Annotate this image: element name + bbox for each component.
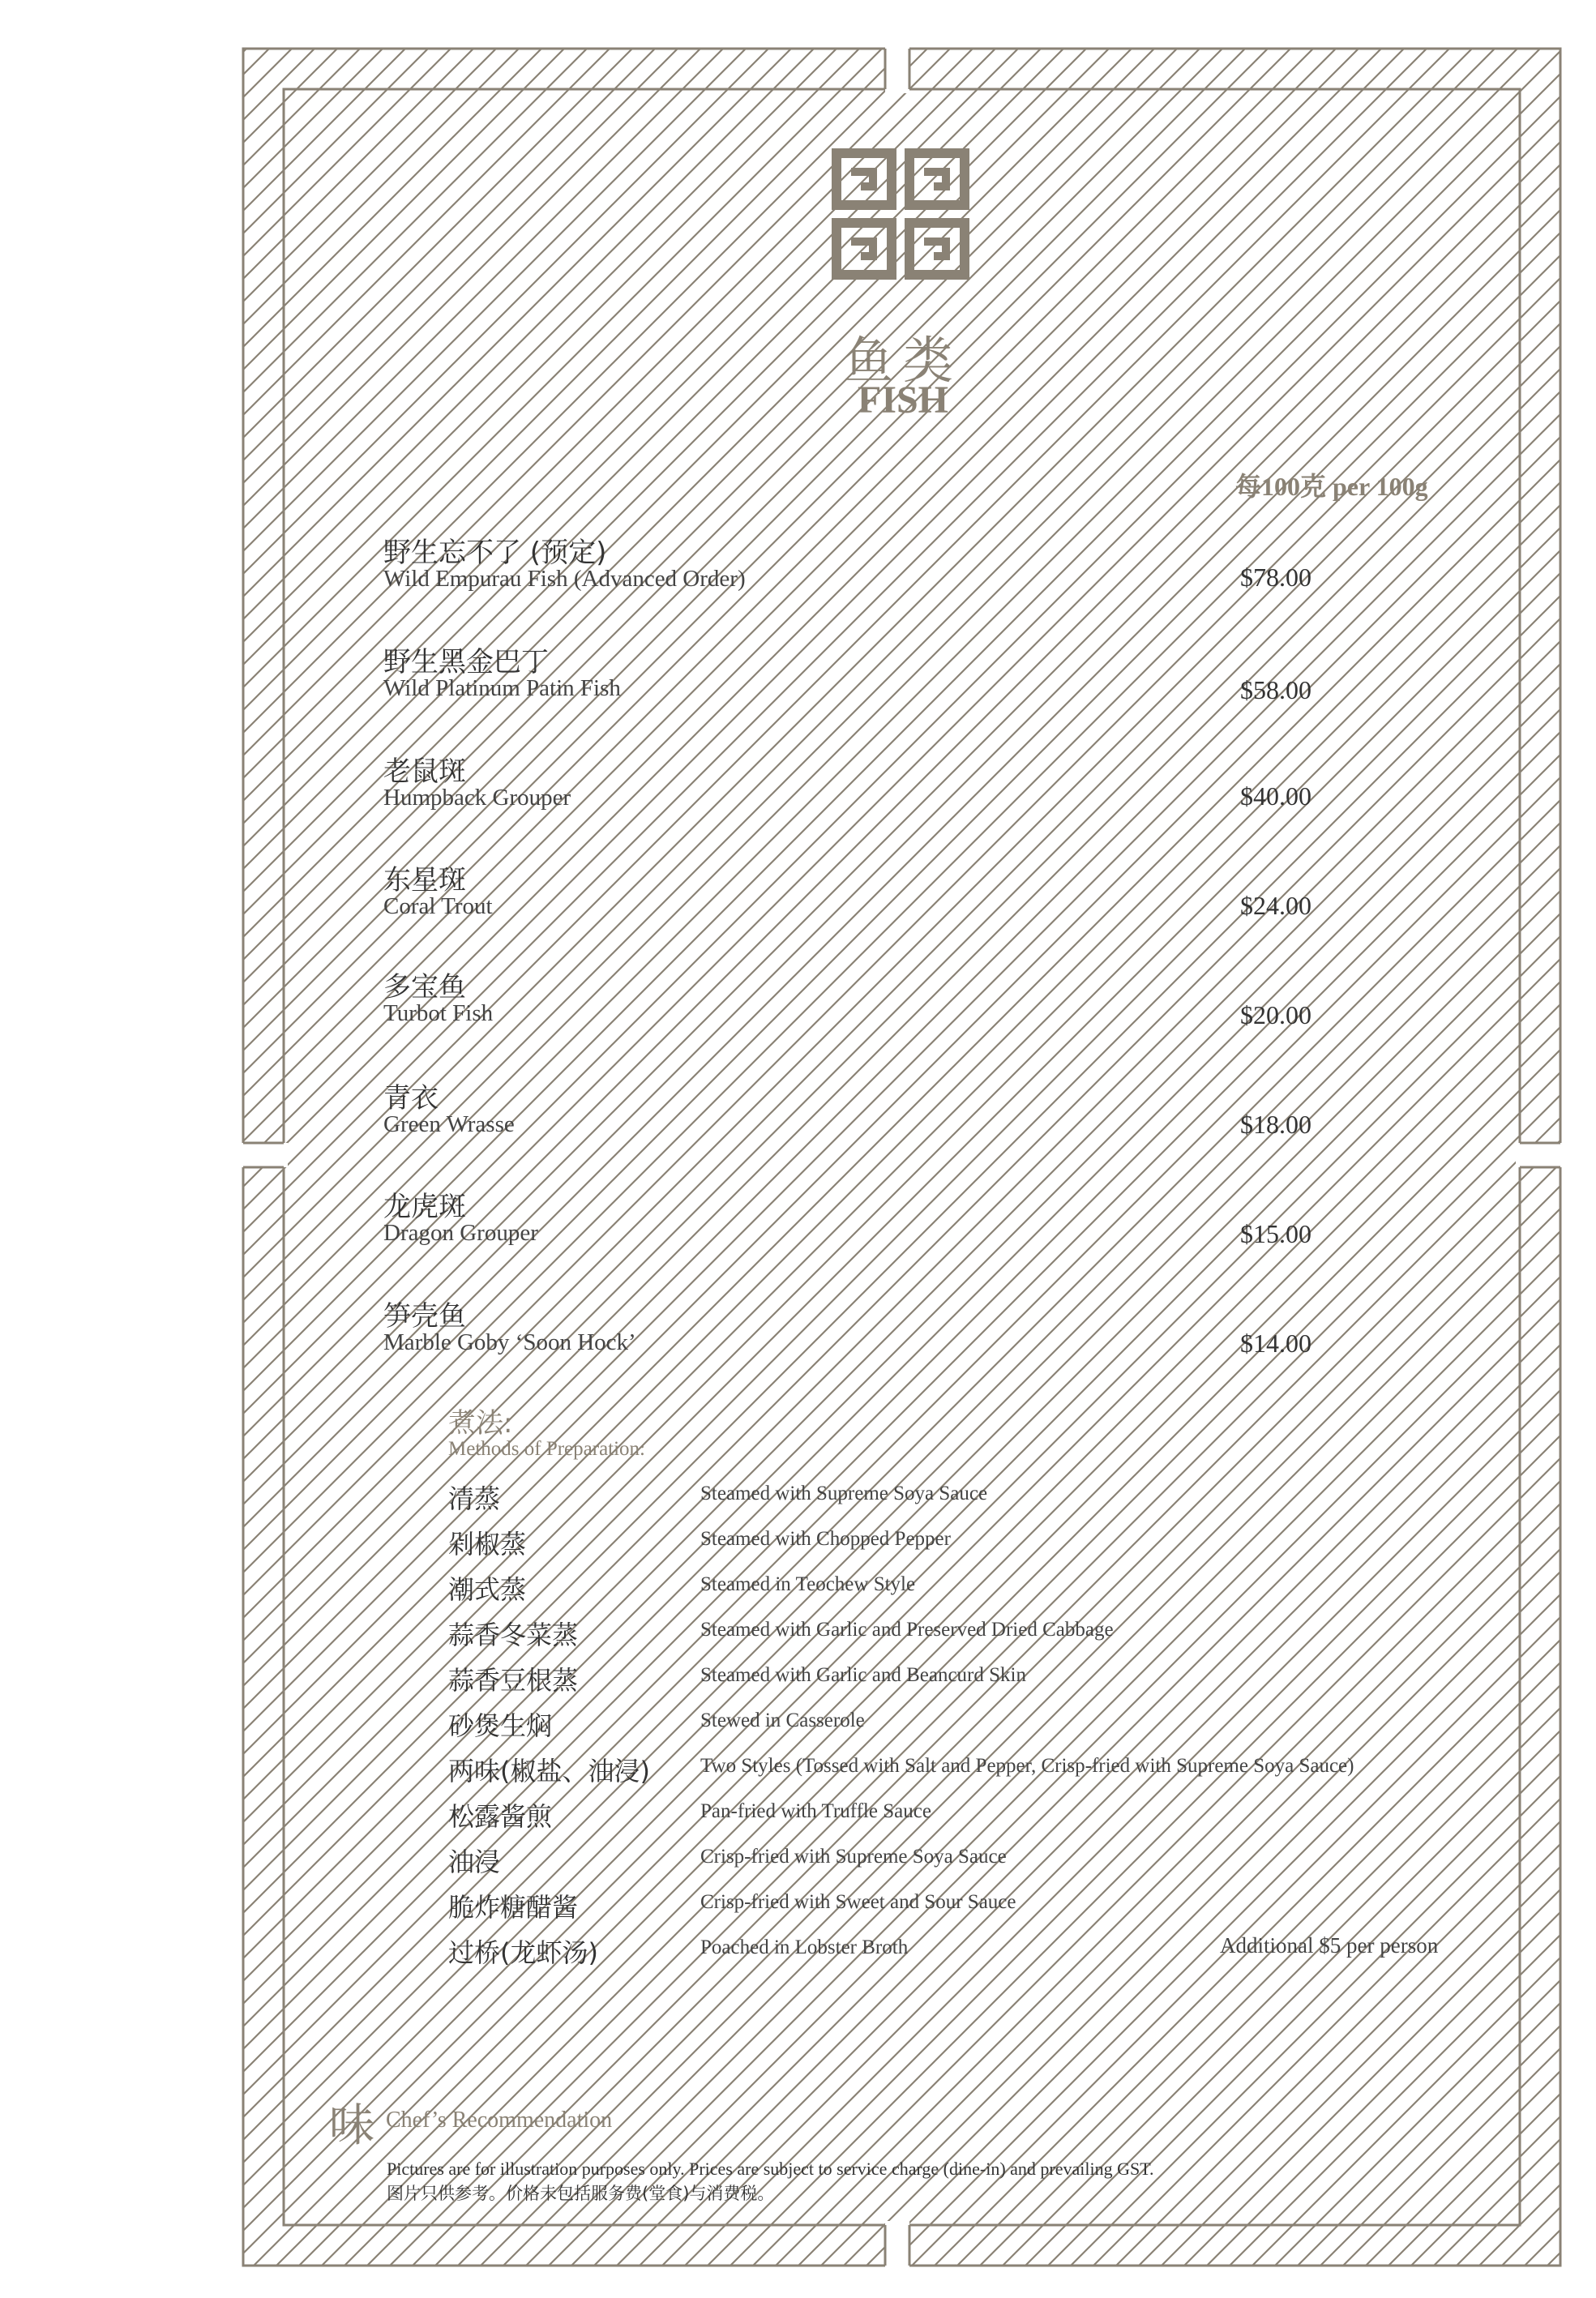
method-name-en: Stewed in Casserole bbox=[700, 1710, 865, 1731]
method-name-cn: 蒜香豆根蒸 bbox=[448, 1665, 579, 1696]
menu-item-price: $15.00 bbox=[1240, 1219, 1311, 1248]
menu-item-price: $18.00 bbox=[1240, 1110, 1311, 1139]
chef-recommendation-label: Chef’s Recommendation bbox=[386, 2108, 613, 2133]
method-name-en: Steamed with Garlic and Beancurd Skin bbox=[700, 1664, 1026, 1686]
section-title-cn: 鱼类 bbox=[842, 331, 963, 390]
menu-item-name-cn: 多宝鱼 bbox=[383, 971, 466, 1004]
method-name-en: Crisp-fried with Sweet and Sour Sauce bbox=[700, 1891, 1016, 1913]
method-name-en: Steamed with Garlic and Preserved Dried Cabbage bbox=[700, 1619, 1114, 1641]
method-name-en: Poached in Lobster Broth bbox=[700, 1936, 909, 1958]
method-name-cn: 砂煲生焖 bbox=[448, 1710, 553, 1741]
method-name-cn: 脆炸糖醋酱 bbox=[448, 1892, 579, 1923]
method-name-cn: 松露酱煎 bbox=[448, 1801, 553, 1832]
method-name-cn: 过桥(龙虾汤) bbox=[448, 1937, 598, 1968]
methods-title-en: Methods of Preparation: bbox=[448, 1438, 646, 1460]
chef-recommendation-icon: 味 bbox=[329, 2099, 374, 2152]
menu-item-name-cn: 青衣 bbox=[383, 1082, 439, 1115]
menu-item-name-en: Wild Platinum Patin Fish bbox=[383, 675, 621, 701]
menu-item-price: $58.00 bbox=[1240, 675, 1311, 704]
method-name-cn: 蒜香冬菜蒸 bbox=[448, 1620, 579, 1650]
menu-item-name-cn: 野生黑金巴丁 bbox=[383, 646, 549, 678]
menu-item-name-en: Coral Trout bbox=[383, 893, 493, 919]
menu-item-name-cn: 龙虎斑 bbox=[383, 1191, 466, 1223]
method-name-en: Two Styles (Tossed with Salt and Pepper, Crisp-fried with Supreme Soya Sauce) bbox=[700, 1755, 1354, 1777]
section-title-en: FISH bbox=[857, 379, 949, 422]
menu-item-name-en: Humpback Grouper bbox=[383, 785, 571, 811]
menu-item-name-en: Green Wrasse bbox=[383, 1111, 515, 1137]
menu-item-name-cn: 东星斑 bbox=[383, 864, 466, 897]
restaurant-logo-icon bbox=[832, 148, 969, 280]
method-name-cn: 潮式蒸 bbox=[448, 1574, 527, 1605]
menu-item-price: $24.00 bbox=[1240, 891, 1311, 920]
method-name-cn: 两味(椒盐、油浸) bbox=[448, 1756, 650, 1787]
method-name-en: Pan-fried with Truffle Sauce bbox=[700, 1800, 931, 1822]
menu-item-name-cn: 笋壳鱼 bbox=[383, 1300, 466, 1333]
method-name-en: Crisp-fried with Supreme Soya Sauce bbox=[700, 1846, 1007, 1868]
menu-item-name-en: Wild Empurau Fish (Advanced Order) bbox=[383, 566, 746, 592]
additional-charge-note: Additional $5 per person bbox=[1220, 1933, 1439, 1958]
menu-item-price: $78.00 bbox=[1240, 563, 1311, 592]
menu-item-name-cn: 老鼠斑 bbox=[383, 755, 466, 788]
menu-item-price: $40.00 bbox=[1240, 781, 1311, 811]
method-name-en: Steamed in Teochew Style bbox=[700, 1573, 916, 1595]
price-unit-label: 每100克 per 100g bbox=[1235, 472, 1428, 501]
menu-item-name-cn: 野生忘不了 (预定) bbox=[383, 537, 607, 569]
menu-item-name-en: Turbot Fish bbox=[383, 1000, 494, 1026]
disclaimer-en: Pictures are for illustration purposes only. Prices are subject to service charge (dine-in) and prevailing GST. bbox=[387, 2159, 1154, 2179]
menu-item-name-en: Marble Goby ‘Soon Hock’ bbox=[383, 1329, 636, 1355]
menu-item-price: $20.00 bbox=[1240, 1000, 1311, 1029]
methods-title-cn: 煮法: bbox=[448, 1407, 513, 1440]
method-name-en: Steamed with Chopped Pepper bbox=[700, 1528, 951, 1550]
method-name-en: Steamed with Supreme Soya Sauce bbox=[700, 1483, 988, 1504]
disclaimer-cn: 图片只供参考。价格未包括服务费(堂食)与消费税。 bbox=[387, 2184, 775, 2203]
menu-item-price: $14.00 bbox=[1240, 1329, 1311, 1358]
method-name-cn: 清蒸 bbox=[448, 1483, 501, 1514]
menu-item-name-en: Dragon Grouper bbox=[383, 1220, 538, 1246]
method-name-cn: 油浸 bbox=[448, 1847, 501, 1877]
method-name-cn: 剁椒蒸 bbox=[448, 1529, 527, 1560]
